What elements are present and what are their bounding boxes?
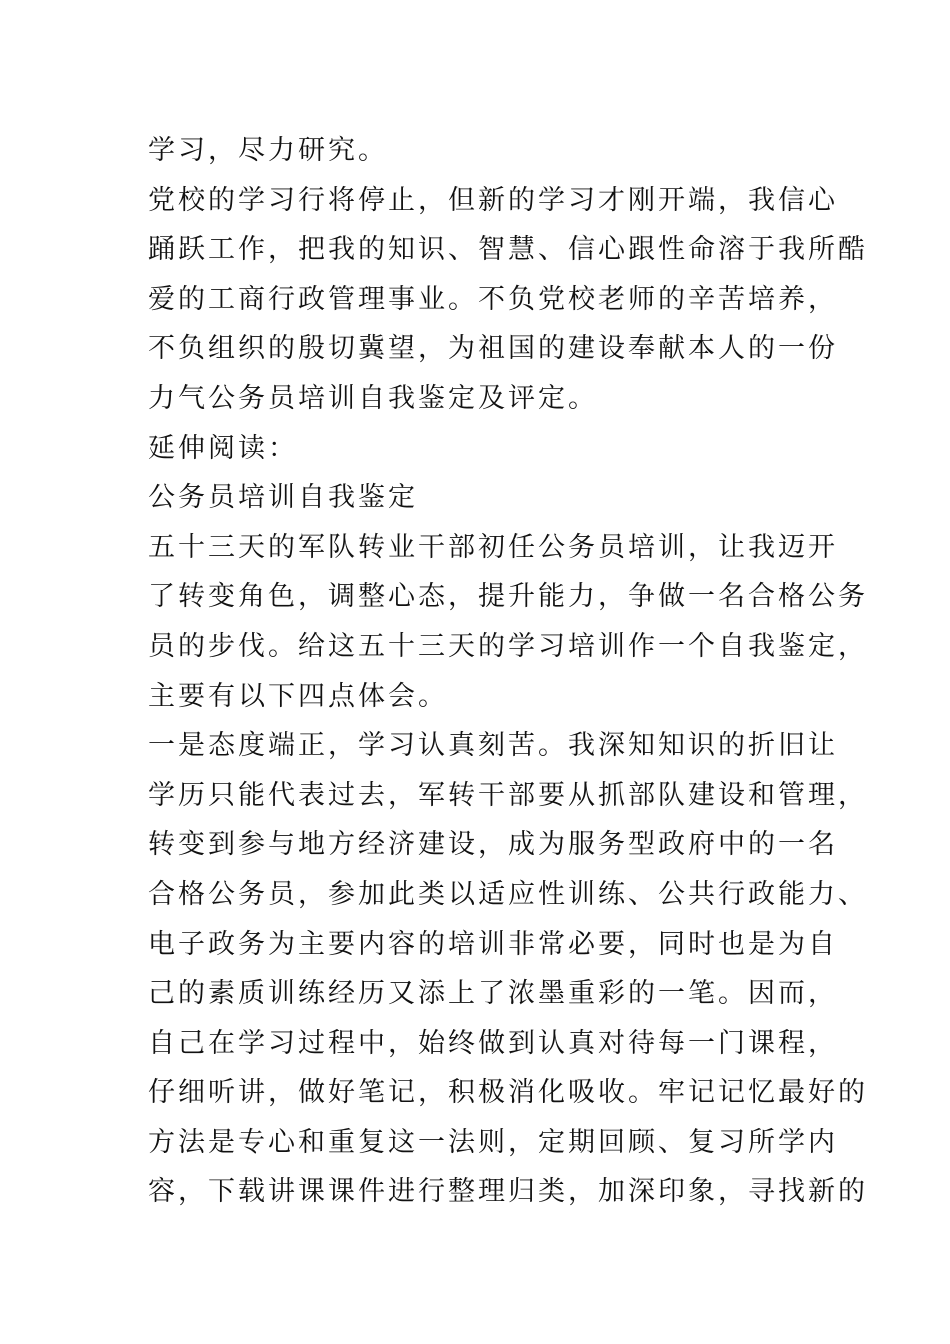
document-body	[148, 126, 868, 1217]
text-line: 踊跃工作，把我的知识、智慧、信心跟性命溶于我所酷	[148, 234, 868, 266]
text-line: 一是态度端正，学习认真刻苦。我深知知识的折旧让	[148, 730, 838, 762]
text-line: 力气公务员培训自我鉴定及评定。	[148, 382, 598, 414]
text-line: 主要有以下四点体会。	[148, 680, 448, 712]
text-line: 员的步伐。给这五十三天的学习培训作一个自我鉴定，	[148, 630, 868, 662]
text-line: 仔细听讲，做好笔记，积极消化吸收。牢记记忆最好的	[148, 1077, 868, 1109]
section-heading: 公务员培训自我鉴定	[148, 482, 418, 514]
text-line: 党校的学习行将停止，但新的学习才刚开端，我信心	[148, 184, 838, 216]
text-line: 电子政务为主要内容的培训非常必要，同时也是为自	[148, 928, 838, 960]
text-line: 学习，尽力研究。	[148, 135, 388, 166]
text-line: 了转变角色，调整心态，提升能力，争做一名合格公务	[148, 581, 868, 613]
text-line: 转变到参与地方经济建设，成为服务型政府中的一名	[148, 829, 838, 861]
text-line: 自己在学习过程中，始终做到认真对待每一门课程，	[148, 1027, 838, 1059]
text-line: 五十三天的军队转业干部初任公务员培训，让我迈开	[148, 531, 838, 563]
text-line: 合格公务员，参加此类以适应性训练、公共行政能力、	[148, 878, 868, 910]
text-line: 己的素质训练经历又添上了浓墨重彩的一笔。因而，	[148, 978, 838, 1010]
text-line: 方法是专心和重复这一法则，定期回顾、复习所学内	[148, 1126, 838, 1158]
text-line: 不负组织的殷切冀望，为祖国的建设奉献本人的一份	[148, 333, 838, 365]
section-label: 延伸阅读：	[148, 432, 298, 464]
text-line: 学历只能代表过去，军转干部要从抓部队建设和管理，	[148, 779, 868, 811]
text-line: 容，下载讲课课件进行整理归类，加深印象，寻找新的	[148, 1176, 868, 1208]
text-line: 爱的工商行政管理事业。不负党校老师的辛苦培养，	[148, 283, 838, 315]
